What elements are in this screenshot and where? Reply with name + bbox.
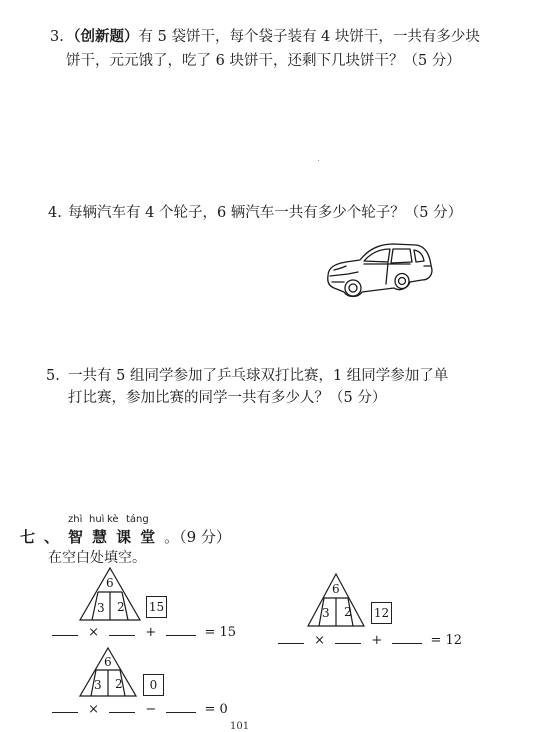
pinyin-hui: huì [89, 514, 105, 525]
multiply-sign: × [88, 702, 100, 717]
pinyin-ke: kè [107, 514, 119, 525]
equation-row [278, 633, 462, 648]
triangle-left-number: 3 [322, 606, 330, 620]
question-line-2: 饼干，元元饿了，吃了 6 块饼干，还剩下几块饼干？（5 分） [66, 53, 461, 69]
question-3 [50, 26, 530, 76]
question-4 [48, 202, 528, 226]
equation-result: = 12 [430, 633, 463, 648]
target-box: 0 [143, 674, 164, 696]
number-triangle [306, 572, 366, 628]
answer-blank[interactable] [166, 634, 196, 636]
plus-sign: + [145, 625, 157, 640]
question-number: 3. [50, 29, 64, 45]
triangle-right-number: 2 [344, 605, 352, 619]
scan-speck [318, 160, 319, 161]
section-char-4: 堂 [140, 528, 165, 546]
pinyin-zhi: zhì [68, 514, 83, 525]
target-box: 12 [371, 602, 392, 624]
question-number: 5. [46, 368, 60, 384]
target-box: 15 [146, 596, 167, 618]
triangle-top-number: 6 [332, 582, 340, 596]
answer-blank[interactable] [335, 642, 361, 644]
answer-blank[interactable] [109, 634, 135, 636]
triangle-left-number: 3 [97, 601, 105, 615]
multiply-sign: × [314, 633, 326, 648]
question-5 [46, 365, 526, 415]
question-number: 4. [48, 205, 62, 221]
answer-blank[interactable] [52, 711, 78, 713]
plus-sign: + [371, 633, 383, 648]
equation-result: = 15 [204, 625, 237, 640]
answer-blank[interactable] [278, 642, 304, 644]
answer-blank[interactable] [52, 634, 78, 636]
triangle-right-number: 2 [117, 600, 125, 614]
minus-sign: − [145, 702, 157, 717]
section-points: （9 分） [179, 528, 231, 546]
pinyin-tang: táng [126, 514, 149, 525]
section-heading [20, 526, 231, 547]
question-line-1: 一共有 5 组同学参加了乒乓球双打比赛，1 组同学参加了单 [68, 368, 449, 384]
triangle-top-number: 6 [104, 655, 112, 669]
section-separator: 、 [44, 528, 69, 546]
question-line-2: 打比赛，参加比赛的同学一共有多少人？（5 分） [68, 390, 387, 406]
number-triangle [78, 566, 142, 622]
answer-blank[interactable] [392, 642, 422, 644]
equation-row [52, 702, 228, 717]
question-line-1: 每辆汽车有 4 个轮子，6 辆汽车一共有多少个轮子？（5 分） [68, 205, 463, 221]
section-end: 。 [164, 528, 180, 546]
section-char-3: 课 [116, 528, 141, 546]
triangle-top-number: 6 [106, 576, 114, 590]
question-text: 有 5 袋饼干，每个袋子装有 4 块饼干，一共有多少块 [138, 29, 480, 45]
question-tag: （创新题） [66, 29, 139, 45]
page-number: 101 [230, 721, 250, 732]
section-number: 七 [20, 528, 45, 546]
triangle-right-number: 2 [115, 677, 123, 691]
section-char-1: 智 [68, 528, 93, 546]
section-char-2: 慧 [92, 528, 117, 546]
number-triangle [78, 646, 138, 698]
question-line-1 [66, 26, 480, 48]
section-instruction: 在空白处填空。 [48, 550, 146, 566]
equation-result: = 0 [204, 702, 228, 717]
triangle-left-number: 3 [94, 678, 102, 692]
answer-blank[interactable] [109, 711, 135, 713]
car-icon [324, 236, 436, 298]
multiply-sign: × [88, 625, 100, 640]
answer-blank[interactable] [166, 711, 196, 713]
equation-row [52, 625, 236, 640]
